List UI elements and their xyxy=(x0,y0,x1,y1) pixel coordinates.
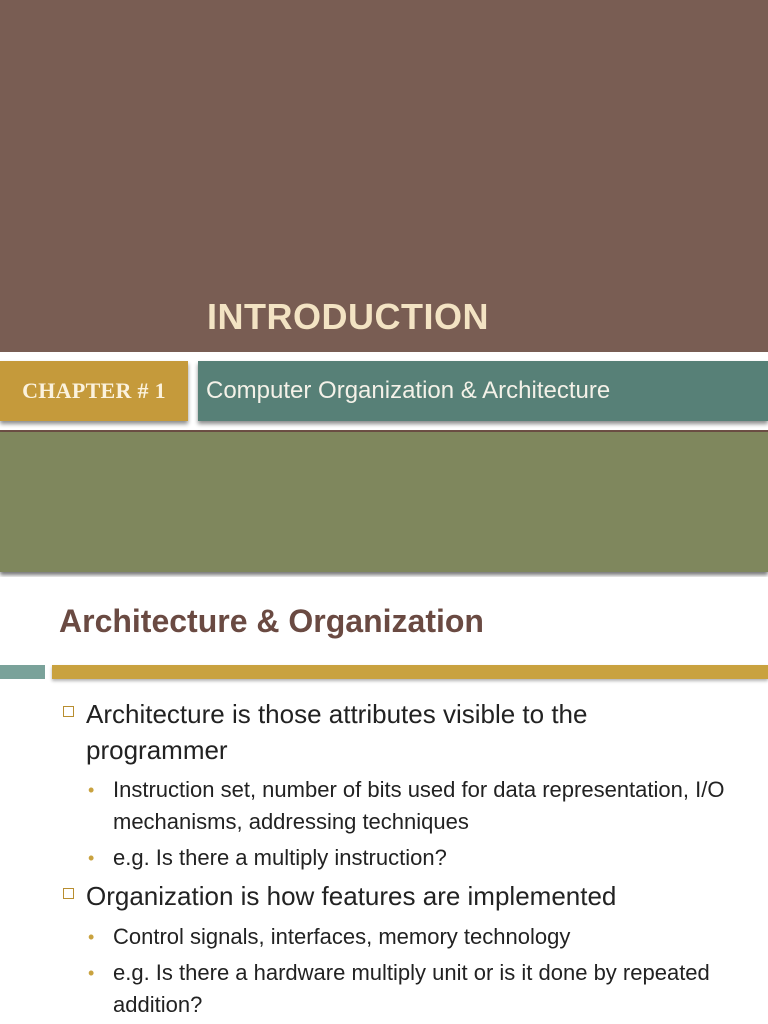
green-band xyxy=(0,432,768,572)
subtitle-box xyxy=(198,361,768,421)
dot-icon: • xyxy=(88,963,95,983)
bullet-item: Organization is how features are implemented xyxy=(86,881,617,911)
content-slide xyxy=(0,577,768,1024)
title-rule xyxy=(52,665,768,679)
sub-bullet-item: e.g. Is there a multiply instruction? xyxy=(113,845,447,870)
chapter-box xyxy=(0,361,188,421)
hollow-square-icon xyxy=(63,706,74,717)
sub-bullet-item: e.g. Is there a hardware multiply unit or is it done by repeated addition? xyxy=(113,960,710,1017)
dot-icon: • xyxy=(88,927,95,947)
slide-title: INTRODUCTION xyxy=(207,296,489,337)
dot-icon: • xyxy=(88,848,95,868)
content-slide-title: Architecture & Organization xyxy=(59,603,484,639)
sub-bullet-item: Control signals, interfaces, memory technology xyxy=(113,924,571,949)
slide-subtitle: Computer Organization & Architecture xyxy=(206,377,611,404)
dot-icon: • xyxy=(88,780,95,800)
sub-bullet-item: Instruction set, number of bits used for data representation, I/O mechanisms, addressing techniques xyxy=(113,777,725,834)
chapter-label: CHAPTER # 1 xyxy=(22,378,166,403)
bullet-item: Architecture is those attributes visible to the programmer xyxy=(86,699,588,765)
hollow-square-icon xyxy=(63,888,74,899)
title-rule-accent xyxy=(0,665,45,679)
